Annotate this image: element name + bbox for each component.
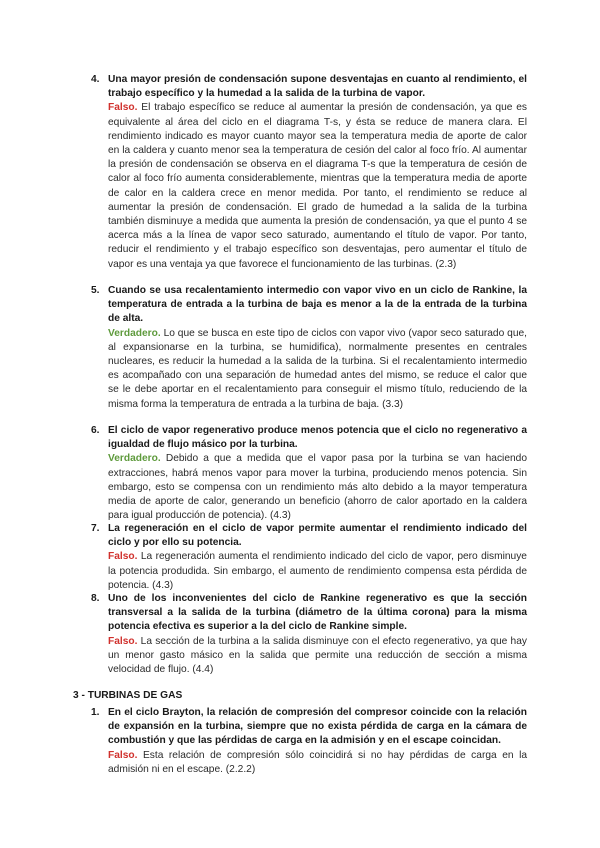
question-number: 6.: [91, 425, 100, 436]
verdict-false: Falso.: [108, 551, 138, 563]
answer-text: [108, 550, 527, 593]
question-number: 8.: [91, 593, 100, 604]
verdict-false: Falso.: [108, 749, 138, 761]
question-number: 4.: [91, 74, 100, 85]
question-item-4: [91, 73, 527, 272]
question-text: En el ciclo Brayton, la relación de compresión del compresor coincide con la relación de expansión en la turbina, siempre que no exista pérdida de carga en la cámara de combustión y que las pérdidas de carga en la admisión y en el escape coincidan.: [108, 707, 527, 747]
question-item-7: [91, 522, 527, 593]
question-item-gas-1: [91, 706, 527, 777]
verdict-true: Verdadero.: [108, 327, 161, 339]
question-number: 5.: [91, 285, 100, 296]
question-item-5: [91, 284, 527, 412]
answer-body: Esta relación de compresión sólo coincidirá si no hay pérdidas de carga en la admisión ni en el escape. (2.2.2): [108, 749, 527, 775]
answer-body: La sección de la turbina a la salida disminuye con el efecto regenerativo, ya que hay un menor gasto másico en la salida que permite una reducción de sección a misma velocidad de flujo. (4.4): [108, 635, 527, 676]
answer-body: La regeneración aumenta el rendimiento indicado del ciclo de vapor, pero disminuye la potencia produdida. Sin embargo, el aumento de rendimiento compensa esta pérdida de potencia. (4.3): [108, 551, 527, 591]
question-text: El ciclo de vapor regenerativo produce menos potencia que el ciclo no regenerativo a igualdad de flujo másico por la turbina.: [108, 425, 527, 451]
question-text: La regeneración en el ciclo de vapor permite aumentar el rendimiento indicado del ciclo y por ello su potencia.: [108, 523, 527, 549]
question-number: 7.: [91, 523, 100, 534]
answer-text: [108, 452, 527, 523]
answer-body: Lo que se busca en este tipo de ciclos con vapor vivo (vapor seco saturado que, al expansionarse en la turbina, se humidifica), normalmente presentes en centrales nucleares, es reducir la humedad a la salida de la turbina. Si el recalentamiento intermedio es acompañado con una separación de humedad antes del mismo, se reduce el calor que se le debe aportar en el recalentamiento para conseguir el mismo título, reduciendo de la misma forma la temperatura de entrada a la turbina de baja. (3.3): [108, 327, 527, 410]
question-text: Cuando se usa recalentamiento intermedio con vapor vivo en un ciclo de Rankine, la temperatura de entrada a la turbina de baja es menor a la de la entrada de la turbina de alta.: [108, 285, 527, 325]
answer-text: [108, 101, 527, 271]
section-heading: 3 - TURBINAS DE GAS: [73, 690, 183, 701]
question-item-6: [91, 424, 527, 523]
answer-body: El trabajo específico se reduce al aumentar la presión de condensación, ya que es equivalente al área del ciclo en el diagrama T-s, y ésta se reduce de manera clara. El rendimiento indicado es mayor cuanto mayor sea la temperatura media de aporte de calor en la caldera y cuanto menor sea la temperatura de cesión del calor al foco frío. Al aumentar la presión de condensación se observa en el diagrama T-s que la temperatura de cesión de calor al foco frío aumenta considerablemente, mientras que la temperatura media de aporte de calor en la caldera crece en menor medida. Por tanto, el rendimiento se reduce al aumentar la presión de condensación. El grado de humedad a la salida de la turbina también disminuye a medida que aumenta la presión de condensación, ya que el punto 4 se acerca más a la línea de vapor seco saturado, aumentando el título de vapor. Por tanto, reducir el rendimiento y el trabajo específico son desventajas, pero aumentar el título de vapor es una ventaja ya que favorece el funcionamiento de las turbinas. (2.3): [108, 102, 527, 270]
question-item-8: [91, 592, 527, 677]
answer-body: Debido a que a medida que el vapor pasa por la turbina se van haciendo extracciones, habrá menos vapor para mover la turbina, produciendo menos potencia. Sin embargo, esto se compensa con un rendimiento más alto debido a la mayor temperatura media de aporte de calor, generando un beneficio (ahorro de calor aportado en la caldera para igual producción de potencia). (4.3): [108, 453, 527, 522]
question-number: 1.: [91, 707, 100, 718]
answer-text: [108, 327, 527, 412]
verdict-false: Falso.: [108, 635, 138, 647]
answer-text: [108, 749, 527, 777]
question-text: Una mayor presión de condensación supone desventajas en cuanto al rendimiento, el trabajo específico y la humedad a la salida de la turbina de vapor.: [108, 74, 527, 100]
answer-text: [108, 635, 527, 678]
verdict-true: Verdadero.: [108, 453, 161, 465]
verdict-false: Falso.: [108, 102, 138, 114]
question-text: Uno de los inconvenientes del ciclo de Rankine regenerativo es que la sección transversal a la salida de la turbina (diámetro de la última corona) para la misma potencia efectiva es superior a la del ciclo de Rankine simple.: [108, 593, 527, 633]
